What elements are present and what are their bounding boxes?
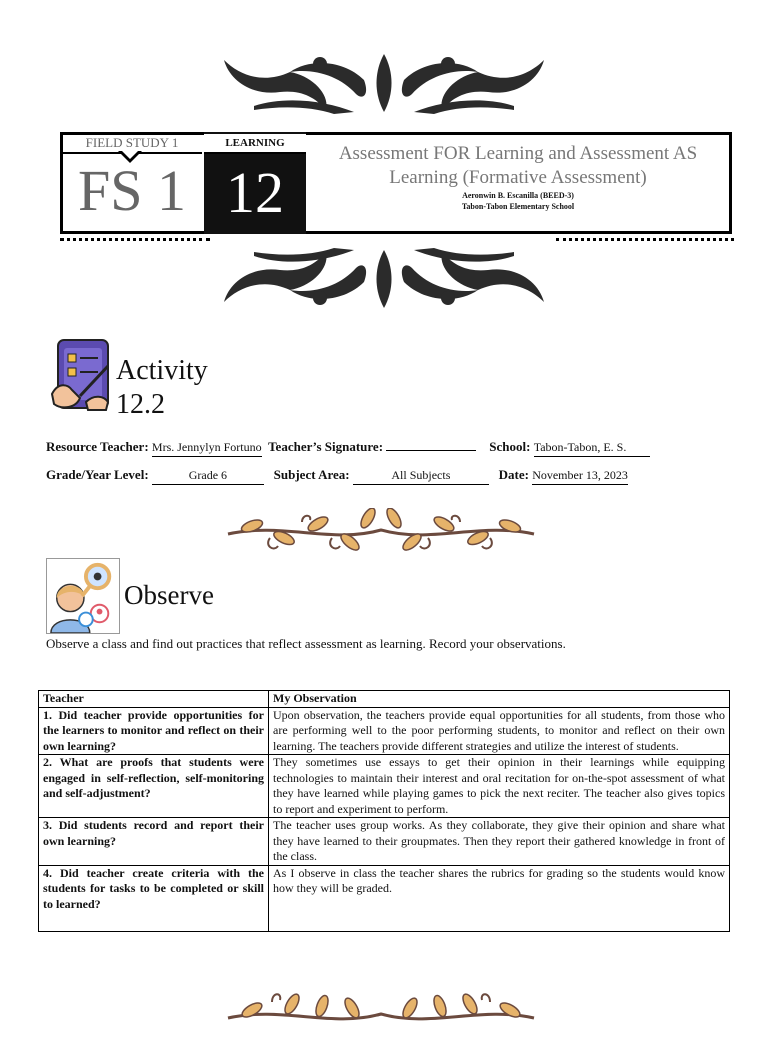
signature-field: [386, 450, 476, 451]
dotted-rule-left: [60, 238, 210, 241]
subject-value: All Subjects: [353, 466, 489, 485]
ornament-flourish-bottom: [214, 246, 554, 312]
checklist-hand-icon: [50, 338, 116, 412]
question-cell: 2. What are proofs that students were engaged in self-reflection, self-monitoring and self-adjustment?: [39, 755, 269, 818]
activity-title: [116, 354, 208, 422]
resource-teacher-label: Resource Teacher:: [46, 439, 149, 454]
question-cell: 3. Did students record and report their own learning?: [39, 818, 269, 866]
signature-label: Teacher’s Signature:: [268, 439, 384, 454]
info-row-1: [46, 438, 650, 457]
observation-cell: They sometimes use essays to get their opinion in their learnings while equipping technologies to maintain their interest and oral recitation for on-the-spot assessment of what they have learned while playing games to pick the next reciter. The teacher also gives topics to report and experiment to perform.: [269, 755, 730, 818]
observation-cell: As I observe in class the teacher shares the rubrics for grading so the students would know how they will be graded.: [269, 865, 730, 931]
learning-number: 12: [226, 160, 284, 225]
date-label: Date:: [498, 467, 529, 482]
ornament-flourish-top: [214, 50, 554, 116]
subject-label: Subject Area:: [273, 467, 350, 482]
observation-cell: Upon observation, the teachers provide equal opportunities for all students, from those who are performing well to the poor performing students, to monitor and reflect on their own learning. The teachers provide different strategies and utilize the interest of students.: [269, 707, 730, 755]
observation-cell: The teacher uses group works. As they collaborate, they give their opinion and share what they have learned to their groupmates. Then they report their gathered knowledge in front of the class.: [269, 818, 730, 866]
info-row-2: [46, 466, 628, 485]
table-row: [39, 818, 730, 866]
grade-value: Grade 6: [152, 466, 264, 485]
vine-divider-top: [222, 508, 540, 564]
title-area: [310, 142, 726, 212]
table-header-row: [39, 691, 730, 708]
header-teacher: Teacher: [39, 691, 269, 708]
field-study-label: FIELD STUDY 1: [62, 134, 202, 154]
fs-code: FS 1: [77, 158, 186, 223]
page-title: Assessment FOR Learning and Assessment AS Learning (Formative Assessment): [338, 143, 698, 188]
table-row: [39, 865, 730, 931]
table-row: [39, 707, 730, 755]
date-value: November 13, 2023: [532, 466, 628, 485]
vine-divider-bottom: [222, 982, 540, 1038]
observer-magnifier-icon: [46, 558, 120, 634]
observation-table: [38, 690, 730, 932]
header-observation: My Observation: [269, 691, 730, 708]
header-banner: [60, 132, 736, 240]
question-cell: 4. Did teacher create criteria with the students for tasks to be completed or skill to learned?: [39, 865, 269, 931]
school-label: School:: [489, 439, 531, 454]
grade-label: Grade/Year Level:: [46, 467, 149, 482]
school-name: Tabon-Tabon Elementary School: [461, 202, 575, 211]
observe-title: Observe: [124, 580, 214, 610]
school-value: Tabon-Tabon, E. S.: [534, 438, 650, 457]
resource-teacher-value: Mrs. Jennylyn Fortuno: [152, 438, 262, 457]
observe-description: Observe a class and find out practices that reflect assessment as learning. Record your observations.: [46, 636, 566, 651]
table-row: [39, 755, 730, 818]
dotted-rule-right: [556, 238, 734, 241]
activity-number: 12.2: [116, 389, 165, 420]
question-cell: 1. Did teacher provide opportunities for the learners to monitor and reflect on their own learning?: [39, 707, 269, 755]
learning-label: LEARNING: [204, 134, 306, 154]
author-name: Aeronwin B. Escanilla (BEED-3): [462, 191, 574, 200]
activity-label: Activity: [116, 355, 208, 386]
